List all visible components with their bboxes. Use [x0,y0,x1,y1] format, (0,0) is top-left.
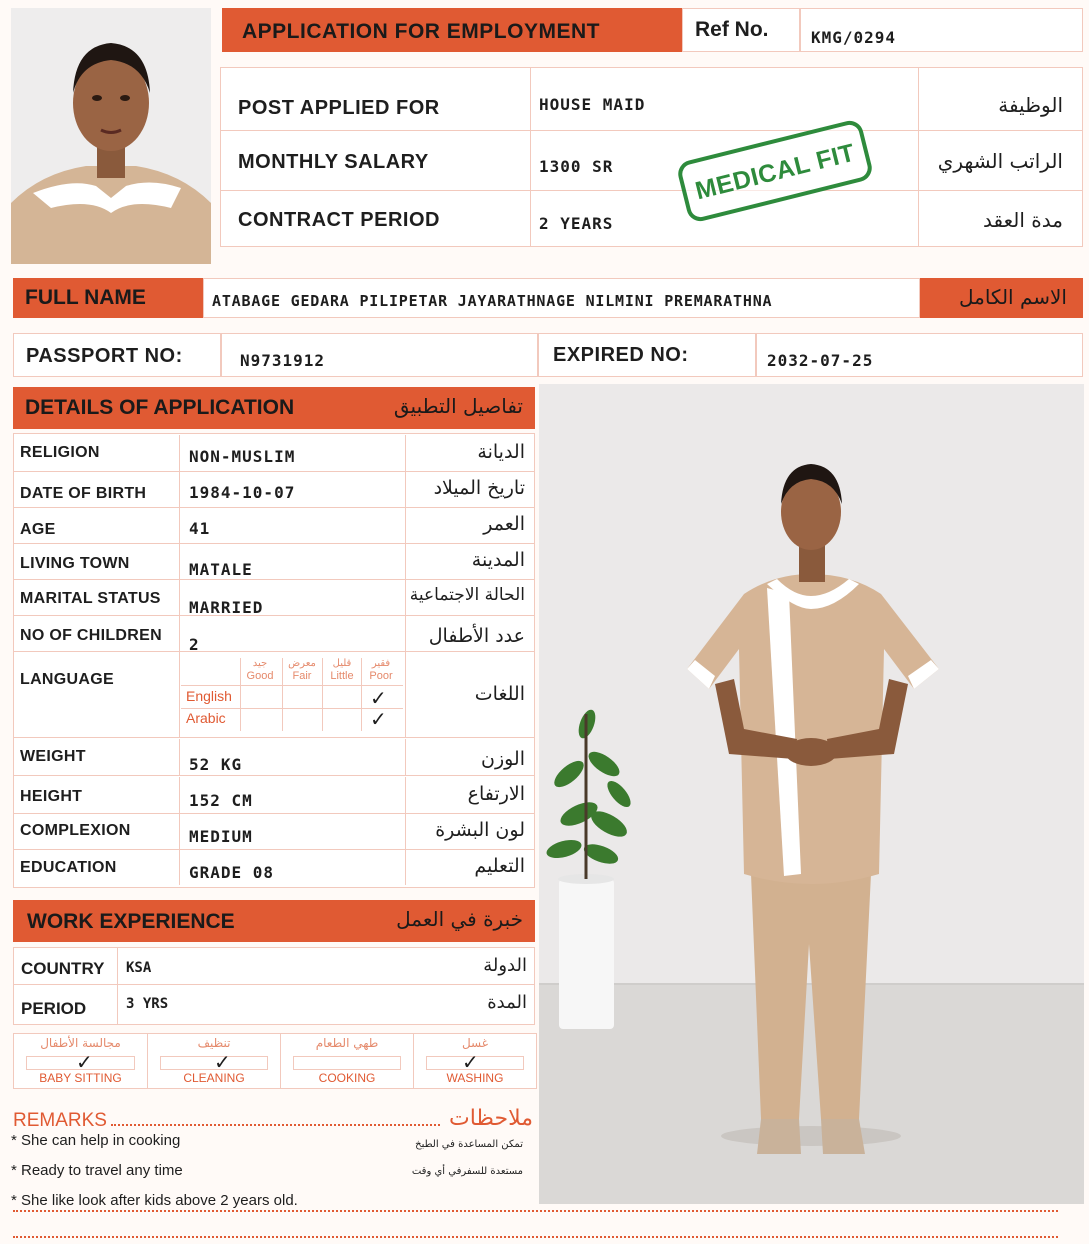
complexion-value: MEDIUM [189,827,253,846]
application-title: APPLICATION FOR EMPLOYMENT [222,8,682,52]
remarks-divider-1 [13,1210,1058,1212]
passport-value: N9731912 [240,351,326,370]
post-row-1 [220,67,1083,131]
post-row-2 [220,131,1083,191]
country-label: COUNTRY [21,959,105,978]
portrait-photo [11,8,211,264]
details-title-arabic: تفاصيل التطبيق [393,394,523,418]
contract-label: CONTRACT PERIOD [238,209,440,231]
complexion-label: COMPLEXION [20,822,131,839]
language-english: English [186,688,232,704]
ref-value: KMG/0294 [811,28,897,47]
passport-label-cell [13,333,221,377]
english-poor-tick: ✓ [370,688,387,710]
post-arabic: الوظيفة [998,93,1063,117]
ref-label-cell [682,8,800,52]
education-value: GRADE 08 [189,863,275,882]
salary-arabic: الراتب الشهري [937,149,1063,173]
passport-value-cell [221,333,538,377]
remarks-header [13,1106,535,1132]
living-town-arabic: المدينة [471,549,525,571]
remarks-title: REMARKS [13,1110,107,1131]
period-value: 3 YRS [126,996,169,1012]
full-body-figure [539,384,1084,1204]
religion-value: NON-MUSLIM [189,447,296,466]
skill-washing: غسل ✓ WASHING [413,1033,537,1089]
skill-cleaning: تنظيف ✓ CLEANING [147,1033,281,1089]
complexion-arabic: لون البشرة [435,819,525,841]
full-name-arabic-text: الاسم الكامل [958,285,1067,309]
post-row-3 [220,191,1083,247]
ref-label: Ref No. [695,18,769,41]
dob-value: 1984-10-07 [189,483,296,502]
row-height [13,777,535,814]
salary-label: MONTHLY SALARY [238,151,429,173]
remark-line-2: * Ready to travel any time [11,1162,183,1179]
remark-line-3: * She like look after kids above 2 years old. [11,1192,298,1209]
religion-arabic: الديانة [477,441,525,463]
level-poor: فقير Poor [369,658,393,682]
work-title: WORK EXPERIENCE [27,910,235,933]
country-arabic: الدولة [483,955,527,976]
dob-label: DATE OF BIRTH [20,485,147,502]
row-education [13,849,535,885]
row-living-town [13,543,535,580]
religion-label: RELIGION [20,444,100,461]
row-marital-status [13,579,535,616]
work-header [13,900,535,942]
row-weight [13,739,535,776]
full-name-label: FULL NAME [13,278,203,318]
remark-line-1-arabic: تمكن المساعدة في الطبخ [415,1139,523,1150]
row-dob [13,471,535,508]
post-col-divider-2 [918,67,919,247]
work-row-country [13,947,535,985]
children-arabic: عدد الأطفال [428,625,525,647]
skill-baby-sitting: مجالسة الأطفال ✓ BABY SITTING [13,1033,148,1089]
age-label: AGE [20,521,56,538]
work-title-arabic: خبرة في العمل [396,907,523,931]
row-complexion [13,813,535,850]
arabic-poor-tick: ✓ [370,709,387,731]
age-arabic: العمر [483,513,525,535]
work-row-period [13,985,535,1025]
remark-line-1: * She can help in cooking [11,1132,181,1149]
children-label: NO OF CHILDREN [20,627,162,644]
language-label: LANGUAGE [20,671,114,688]
expiry-label: EXPIRED NO: [553,344,689,366]
dob-arabic: تاريخ الميلاد [433,477,525,499]
language-arabic-item: Arabic [186,710,226,726]
education-label: EDUCATION [20,859,117,876]
level-fair: معرض Fair [288,658,316,682]
weight-arabic: الوزن [480,748,525,770]
contract-arabic: مدة العقد [983,208,1063,232]
passport-label: PASSPORT NO: [26,345,183,367]
weight-label: WEIGHT [20,748,86,765]
children-value: 2 [189,635,200,654]
post-label: POST APPLIED FOR [238,97,440,119]
full-name-cell [203,278,920,318]
row-religion [13,435,535,472]
level-little: قليل Little [330,658,354,682]
age-value: 41 [189,519,211,538]
weight-value: 52 KG [189,755,243,774]
marital-status-value: MARRIED [189,598,264,617]
country-value: KSA [126,960,152,976]
row-children [13,615,535,652]
contract-value: 2 YEARS [539,214,614,233]
details-title: DETAILS OF APPLICATION [25,396,295,419]
level-good: جيد Good [246,658,274,682]
post-col-divider-1 [530,67,531,247]
remarks-divider-2 [13,1236,1058,1238]
height-label: HEIGHT [20,788,83,805]
medical-fit-text: MEDICAL FIT [692,138,858,206]
ref-value-cell [800,8,1083,52]
language-arabic: اللغات [474,683,525,705]
living-town-value: MATALE [189,560,253,579]
full-name-value: ATABAGE GEDARA PILIPETAR JAYARATHNAGE NILMINI PREMARATHNA [212,292,773,310]
remark-line-2-arabic: مستعدة للسفرفي أي وقت [411,1166,523,1177]
height-arabic: الارتفاع [467,783,525,805]
expiry-value: 2032-07-25 [767,351,874,370]
salary-value: 1300 SR [539,157,614,176]
expiry-label-cell [538,333,756,377]
period-arabic: المدة [487,992,527,1013]
height-value: 152 CM [189,791,253,810]
details-header [13,387,535,429]
full-name-arabic [920,278,1083,318]
marital-status-label: MARITAL STATUS [20,590,161,607]
post-value: HOUSE MAID [539,95,646,114]
skill-cooking: طهي الطعام COOKING [280,1033,414,1089]
period-label: PERIOD [21,999,87,1018]
marital-status-arabic: الحالة الاجتماعية [409,585,525,605]
living-town-label: LIVING TOWN [20,555,130,572]
portrait-figure [11,8,211,264]
expiry-value-cell [756,333,1083,377]
education-arabic: التعليم [474,855,525,877]
row-age [13,507,535,544]
full-body-photo [539,384,1084,1204]
remarks-title-arabic: ملاحظات [449,1106,533,1131]
